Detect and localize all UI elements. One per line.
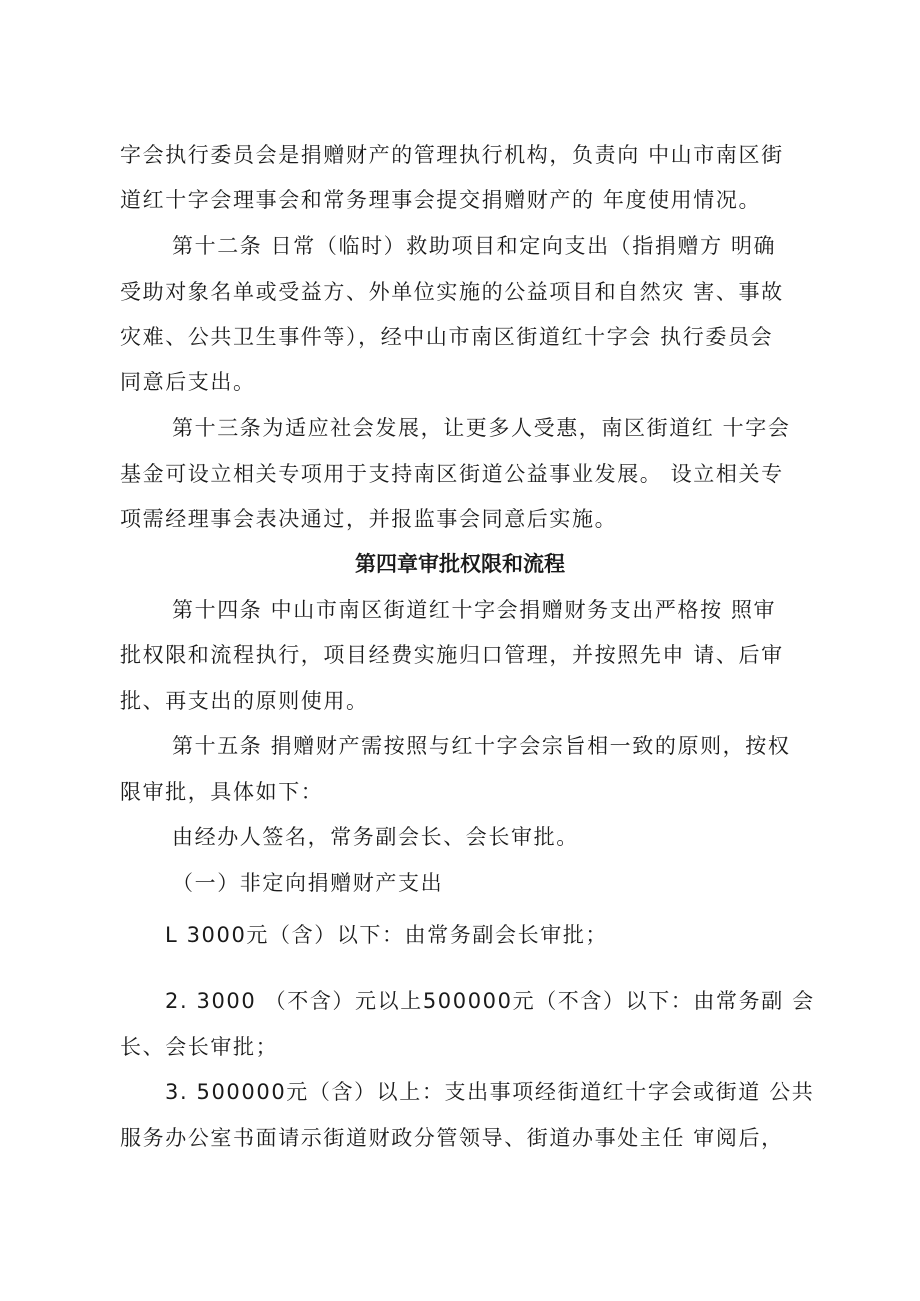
body-line: 项需经理事会表决通过，并报监事会同意后实施。 (120, 507, 618, 531)
article-13-line: 第十三条为适应社会发展，让更多人受惠，南区街道红 十字会 (172, 416, 791, 440)
body-line: 基金可设立相关专项用于支持南区街道公益事业发展。 设立相关专 (120, 462, 784, 486)
list-item-1: L 3000元（含）以下：由常务副会长审批； (165, 923, 609, 947)
article-12-line: 第十二条 日常（临时）救助项目和定向支出（指捐赠方 明确 (172, 234, 777, 258)
article-14-line: 第十四条 中山市南区街道红十字会捐赠财务支出严格按 照审 (172, 598, 777, 622)
body-line: 批权限和流程执行，项目经费实施归口管理，并按照先申 请、后审 (120, 643, 784, 667)
list-item-3: 3. 500000元（含）以上：支出事项经街道红十字会或街道 公共 (165, 1080, 815, 1104)
body-line: 长、会长审批； (120, 1035, 279, 1059)
body-line: 道红十字会理事会和常务理事会提交捐赠财产的 年度使用情况。 (120, 188, 762, 212)
body-line: 同意后支出。 (120, 370, 256, 394)
section-heading: （一）非定向捐赠财产支出 (172, 871, 444, 895)
body-line: 批、再支出的原则使用。 (120, 689, 369, 713)
chapter-heading: 第四章审批权限和流程 (355, 552, 565, 576)
list-item-2: 2. 3000 （不含）元以上500000元（不含）以下：由常务副 会 (165, 989, 815, 1013)
body-line: 字会执行委员会是捐赠财产的管理执行机构，负责向 中山市南区街 (120, 143, 784, 167)
article-15-line: 第十五条 捐赠财产需按照与红十字会宗旨相一致的原则，按权 (172, 734, 791, 758)
body-line: 服务办公室书面请示街道财政分管领导、街道办事处主任 审阅后， (120, 1126, 784, 1150)
body-line: 限审批，具体如下： (120, 780, 324, 804)
body-line: 由经办人签名，常务副会长、会长审批。 (172, 825, 579, 849)
body-line: 灾难、公共卫生事件等），经中山市南区街道红十字会 执行委员会 (120, 325, 774, 349)
body-line: 受助对象名单或受益方、外单位实施的公益项目和自然灾 害、事故 (120, 280, 784, 304)
